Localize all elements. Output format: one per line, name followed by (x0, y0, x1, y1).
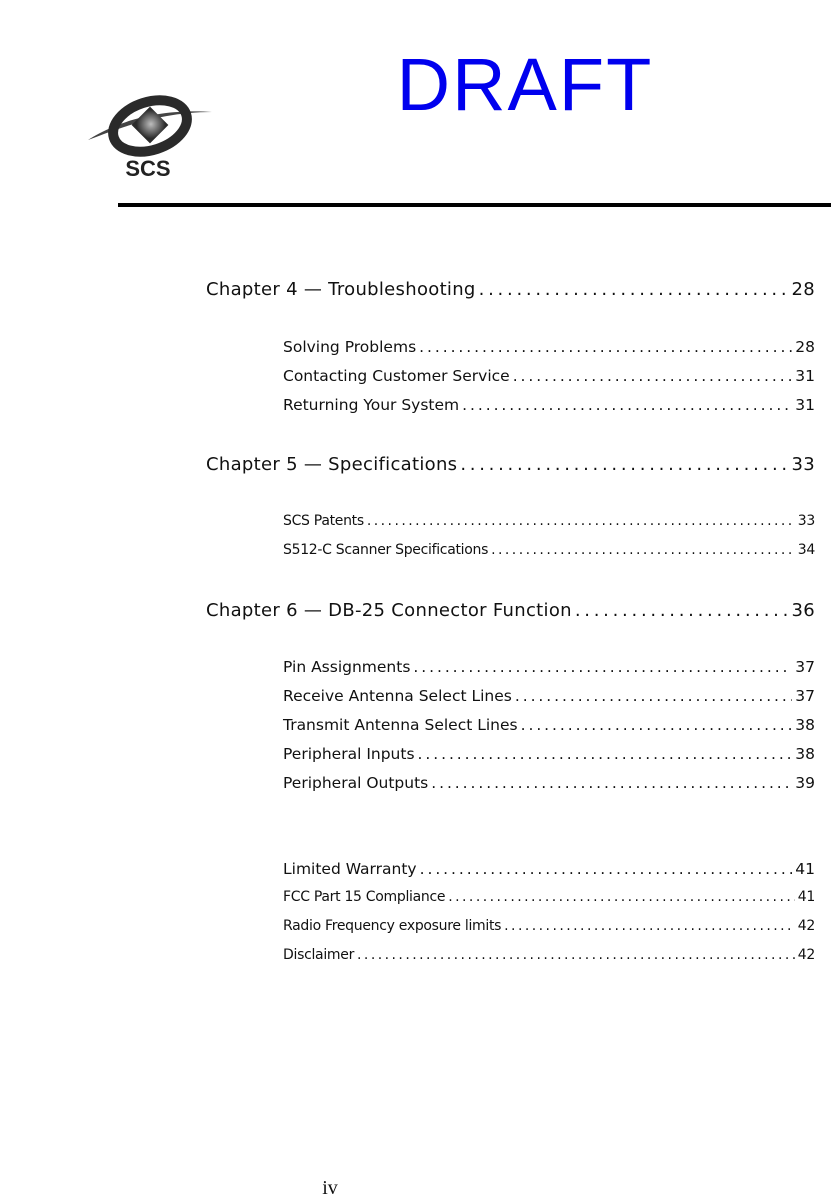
toc-entry-page: 28 (795, 338, 815, 356)
toc-entry-label: Solving Problems (283, 338, 417, 356)
toc-entry-page: 42 (797, 918, 815, 934)
dot-leader (367, 513, 795, 529)
toc-entry-label: Contacting Customer Service (283, 367, 510, 385)
dot-leader (413, 658, 792, 676)
toc-entry[interactable] (283, 513, 815, 529)
dot-leader (357, 947, 795, 963)
toc-entry[interactable] (283, 716, 815, 734)
toc-entry-label: Chapter 4 — Troubleshooting (206, 279, 476, 300)
toc-entry-label: S512-C Scanner Specifications (283, 542, 489, 558)
toc-entry-label: Peripheral Inputs (283, 745, 415, 763)
toc-entry-label: Returning Your System (283, 396, 460, 414)
toc-entry[interactable] (283, 745, 815, 763)
toc-entry-page: 37 (795, 687, 815, 705)
toc-entry-page: 42 (797, 947, 815, 963)
toc-entry-label: SCS Patents (283, 513, 364, 529)
toc-entry-page: 37 (795, 658, 815, 676)
dot-leader (491, 542, 795, 558)
toc-entry-label: Limited Warranty (283, 860, 417, 878)
toc-entry-page: 31 (795, 396, 815, 414)
toc-entry-page: 41 (797, 889, 815, 905)
toc-entry-page: 41 (795, 860, 815, 878)
draft-watermark: DRAFT (396, 43, 654, 126)
toc-entry[interactable] (206, 600, 815, 621)
toc-entry-page: 33 (791, 454, 815, 475)
toc-entry[interactable] (283, 918, 815, 934)
toc-entry-page: 33 (797, 513, 815, 529)
toc-entry-page: 39 (795, 774, 815, 792)
toc-entry[interactable] (283, 658, 815, 676)
toc-entry-page: 34 (797, 542, 815, 558)
dot-leader (515, 687, 792, 705)
dot-leader (460, 454, 788, 475)
toc-entry-label: Pin Assignments (283, 658, 411, 676)
toc-entry-label: Chapter 5 — Specifications (206, 454, 458, 475)
toc-entry-label: Transmit Antenna Select Lines (283, 716, 518, 734)
toc-entry[interactable] (283, 860, 815, 878)
toc-entry[interactable] (283, 889, 815, 905)
dot-leader (420, 860, 793, 878)
toc-entry-label: Receive Antenna Select Lines (283, 687, 512, 705)
dot-leader (448, 889, 795, 905)
toc-entry-label: Disclaimer (283, 947, 355, 963)
logo-text: SCS (125, 156, 171, 181)
toc-entry-page: 28 (791, 279, 815, 300)
dot-leader (419, 338, 792, 356)
toc-entry[interactable] (283, 947, 815, 963)
toc-entry-page: 38 (795, 716, 815, 734)
toc-entry-label: FCC Part 15 Compliance (283, 889, 446, 905)
toc-entry[interactable] (283, 396, 815, 414)
dot-leader (431, 774, 792, 792)
toc-entry-page: 36 (791, 600, 815, 621)
dot-leader (479, 279, 789, 300)
toc-entry-label: Radio Frequency exposure limits (283, 918, 502, 934)
toc-entry[interactable] (283, 542, 815, 558)
dot-leader (462, 396, 792, 414)
dot-leader (575, 600, 789, 621)
toc-entry-page: 38 (795, 745, 815, 763)
dot-leader (504, 918, 795, 934)
dot-leader (418, 745, 793, 763)
toc-entry-label: Chapter 6 — DB-25 Connector Function (206, 600, 572, 621)
toc-entry-label: Peripheral Outputs (283, 774, 429, 792)
toc-entry[interactable] (283, 338, 815, 356)
toc-entry[interactable] (206, 454, 815, 475)
page-number: iv (322, 1177, 338, 1199)
dot-leader (521, 716, 793, 734)
toc-entry-page: 31 (795, 367, 815, 385)
toc-entry[interactable] (283, 687, 815, 705)
toc-entry[interactable] (206, 279, 815, 300)
dot-leader (513, 367, 793, 385)
toc-entry[interactable] (283, 367, 815, 385)
toc-entry[interactable] (283, 774, 815, 792)
